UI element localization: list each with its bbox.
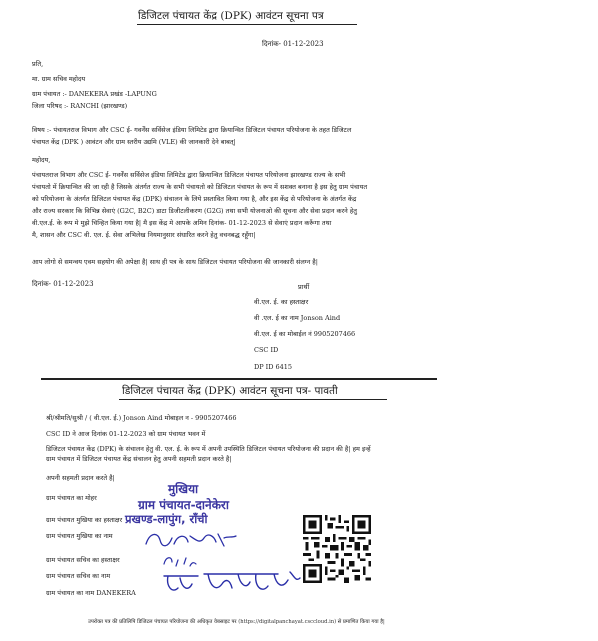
stamp-line-3: प्रखण्ड-लापुंग, राँची (125, 512, 208, 526)
vle-name: वी .एल. ई का नाम Jonson Aind (254, 314, 341, 322)
field-mukhiya-name: ग्राम पंचायत मुखिया का नाम (46, 532, 113, 540)
footer-note-post: से प्रमाणित किया गया है| (337, 619, 385, 625)
subject-line-2: पंचायत केंद्र (DPK ) आवंटन और ग्राम स्तरीय उद्यमि (VLE) की जानकारी देने बाबत्| (32, 138, 236, 146)
receipt-title: डिजिटल पंचायत केंद्र (DPK) आवंटन सूचना पत्र- पावती (122, 385, 338, 397)
stamp-line-1: मुखिया (168, 482, 199, 496)
mukhiya-signature-image (140, 526, 240, 552)
csc-id: CSC ID (254, 346, 279, 354)
date-top: दिनांक- 01-12-2023 (262, 40, 324, 48)
receipt-body-1: डिजिटल पंचायत केंद्र (DPK) के संचालन हेतु वी. एल. ई. के रूप में अपनी उपस्थिति डिजिटल पंचायत परियोजना की प्रदान की है| हम इन्हें (46, 445, 371, 453)
field-mukhiya-signature: ग्राम पंचायत मुखिया का हस्ताक्षर (46, 516, 123, 524)
page-title: डिजिटल पंचायत केंद्र (DPK) आवंटन सूचना पत्र (138, 10, 324, 22)
salutation: महोदय, (32, 156, 51, 164)
receipt-csc-line: CSC ID ने आज दिनांक 01-12-2023 को ग्राम पंचायत भवन में (46, 430, 206, 438)
address-jila: जिला परिषद :- RANCHI (झारखण्ड) (32, 102, 128, 110)
receipt-title-underline (119, 399, 387, 400)
footer-note (88, 619, 385, 626)
footer-url-link[interactable]: (https://digitalpanchayat.csccloud.in) (238, 619, 337, 625)
subject-line-1: विषय :- पंचायतराज विभाग और CSC ई- गवर्नेंस सर्विसेज इंडिया लिमिटेड द्वारा क्रियान्वित डिजिटल पंचायत परियोजना के तहत डिजिटल (32, 126, 352, 134)
field-panchayat-name: ग्राम पंचायत का नाम DANEKERA (46, 589, 136, 597)
qr-code (303, 515, 371, 583)
body-line: वी.एल.ई. के रूप मे मुझे चिन्हित किया गया है| मै इस केंद्र मे आपके अमिन दिनांक- 01-12-2023 से सेवाएं प्रदान करूँगा तथा (32, 219, 332, 227)
body-line: को परियोजना के अंतर्गत डिजिटल पंचायत केंद्र (DPK) संचालन के लिये प्रस्तावित किया गया है, और इस केंद्र से परियोजना के अंतर्गत केंद्र (32, 195, 357, 203)
body-line: पंचायतराज विभाग और CSC ई- गवर्नेंस सर्विसेज इंडिया लिमिटेड द्वारा क्रियान्वित डिजिटल पंचायत परियोजना झारखण्ड राज्य के सभी (32, 171, 346, 179)
receipt-body-2: ग्राम पंचायत में डिजिटल पंचायत केंद्र संचालन हेतु अपनी सहमती प्रदान करते है| (46, 455, 232, 463)
body-line: मै, शासन और CSC वी. एल. ई. सेवा अभिलेख नियमानुसार संधारित करने हेतु वचनबद्ध रहूँगा| (32, 231, 256, 239)
address-to: मा. ग्राम सचिव महोदय (32, 75, 86, 83)
title-underline (137, 24, 357, 25)
vle-mobile: वी.एल. ई का मोबाईल नं 9905207466 (254, 330, 356, 338)
address-prati: प्रति, (32, 60, 44, 68)
dp-id: DP ID 6415 (254, 363, 293, 371)
field-sachiv-name: ग्राम पंचायत सचिव का नाम (46, 572, 111, 580)
body-line: और राज्य सरकार कि विभिन्न सेवाएं (G2C, B2C) डाटा डिजीटलीकरण (G2G) तथा सभी योजनाओ की सूचना और सेवा प्रदान करने हेतु (32, 207, 358, 215)
applicant-label: प्रार्थी (298, 283, 310, 291)
date-left: दिनांक- 01-12-2023 (32, 280, 94, 288)
field-sachiv-signature: ग्राम पंचायत सचिव का हस्ताक्षर (46, 556, 120, 564)
stamp-line-2: ग्राम पंचायत-दानेकेरा (138, 498, 229, 512)
footer-note-pre: उपरोक्त पत्र की प्रतिलिपि डिजिटल पंचायत परियोजना की अधिकृत वेबसाइट पर (88, 619, 237, 625)
section-divider (41, 378, 437, 380)
receipt-name-line: श्री/श्रीमति/सुश्री / ( वी.एल. ई.) Jonson Aind मोबाइल न - 9905207466 (46, 414, 237, 422)
field-panchayat-seal: ग्राम पंचायत का मोहर (46, 494, 97, 502)
address-gram-panchayat: ग्राम पंचायत :- DANEKERA प्रखंड -LAPUNG (32, 90, 157, 98)
vle-signature-label: वी.एल. ई. का हस्ताक्षर (254, 298, 309, 306)
sachiv-signature-image (158, 566, 308, 602)
body-line: पंचायतो में क्रियान्वित की जा रही है जिसके अंतर्गत राज्य के सभी पंचायतो को डिजिटल पंचायत के रूप में सशक्त बनाना है इस हेतु ग्राम पंचायत (32, 183, 368, 191)
receipt-consent: अपनी सहमती प्रदान करते है| (46, 474, 115, 482)
request-line: आप लोगो से समन्वय एवम सहयोग की अपेक्षा है| साथ ही पत्र के साथ डिजिटल पंचायत परियोजना की जानकारी संलग्न है| (32, 258, 318, 266)
